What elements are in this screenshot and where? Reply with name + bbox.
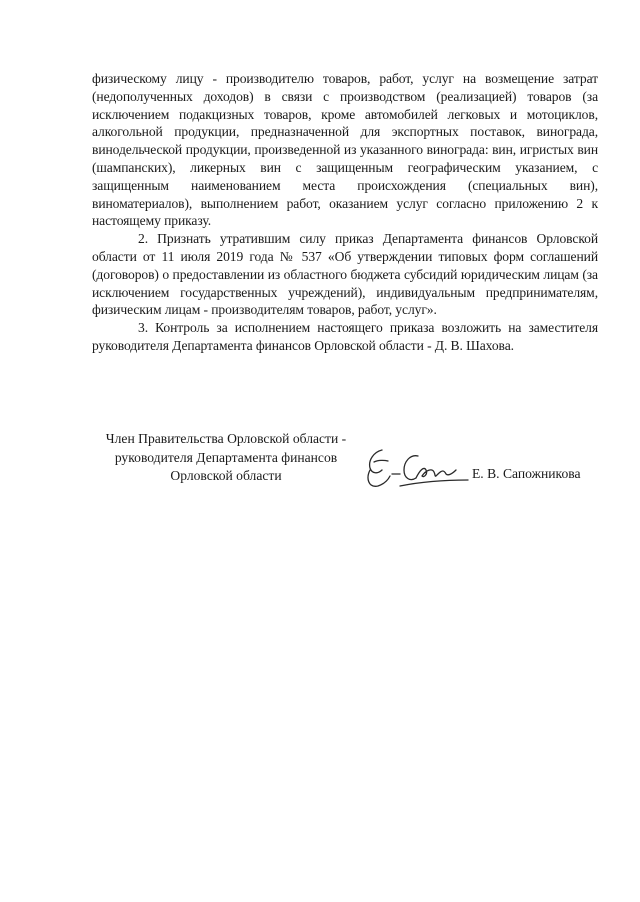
position-line-3: Орловской области <box>170 468 282 483</box>
position-line-1: Член Правительства Орловской области - <box>105 431 347 446</box>
paragraph-2: 2. Признать утратившим силу приказ Департамента финансов Орловской области от 11 июля 2019 года № 537 «Об утверждении типовых форм соглашений (договоров) о предоставлении из областного бюджета субсидий юридическим лицам (за исключением государственных учреждений), индивидуальным предпринимателям, физическим лицам - производителям товаров, работ, услуг». <box>92 231 598 318</box>
position-line-2: руководителя Департамента финансов <box>114 449 338 465</box>
signatory-position <box>76 430 376 486</box>
paragraph-3: 3. Контроль за исполнением настоящего приказа возложить на заместителя руководителя Департамента финансов Орловской области - Д. В. Шахова. <box>92 320 598 353</box>
paragraph-continuation: физическому лицу - производителю товаров, работ, услуг на возмещение затрат (недополученных доходов) в связи с производством (реализацией) товаров (за исключением подакцизных товаров, кроме автомобилей легковых и мотоциклов, алкогольной продукции, предназначенной для экспортных поставок, винограда, винодельческой продукции, произведенной из указанного винограда: вин, игристых вин (шампанских), ликерных вин с защищенным географическим указанием, с защищенным наименованием места происхождения (специальных вин), виноматериалов), выполнением работ, оказанием услуг согласно приложению 2 к настоящему приказу. <box>92 71 598 229</box>
signer-name: Е. В. Сапожникова <box>472 466 581 481</box>
handwritten-signature-icon <box>360 440 470 498</box>
document-body <box>92 70 598 355</box>
